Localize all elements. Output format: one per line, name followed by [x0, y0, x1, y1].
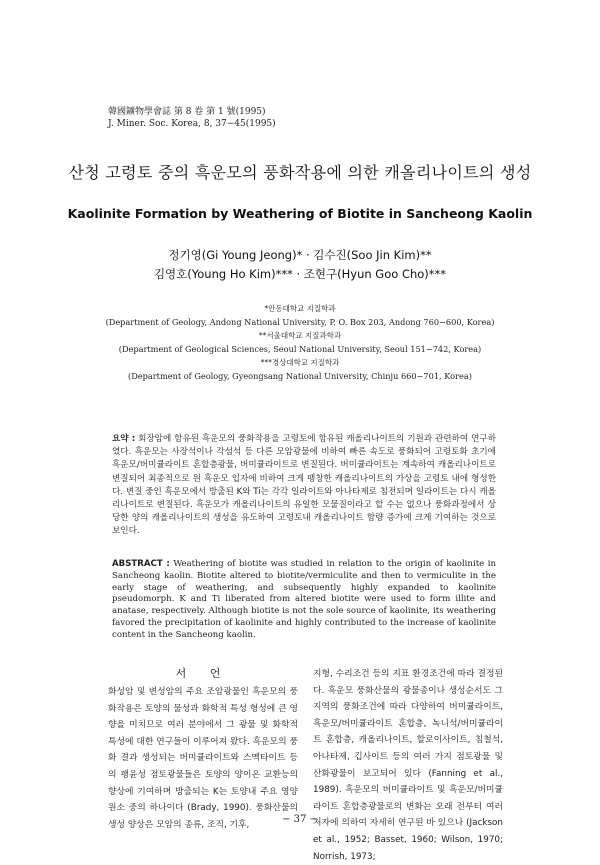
paper-title-english: Kaolinite Formation by Weathering of Biotite in Sancheong Kaolin: [67, 206, 533, 221]
journal-citation-ko: 韓國鑛物學會誌 第 8 卷 第 1 號(1995): [108, 107, 266, 117]
abstract-english-label: ABSTRACT :: [112, 559, 170, 569]
affiliations: [0, 303, 600, 382]
affiliation-tag-1: *안동대학교 지질학과: [264, 304, 336, 313]
section-heading-introduction: 서 언: [175, 667, 231, 680]
author-line-2: 김영호(Young Ho Kim)*** · 조현구(Hyun Goo Cho)***: [153, 267, 447, 281]
affiliation-address-1: (Department of Geology, Andong National University, P. O. Box 203, Andong 760−600, Korea): [105, 316, 495, 327]
affiliation-tag-2: **서울대학교 지질과학과: [258, 331, 342, 340]
journal-header: [108, 107, 276, 130]
abstract-korean-text: 회장암에 함유된 흑운모의 풍화작용을 고령토에 함유된 캐올리나이트의 기원과 관련하여 연구하였다. 흑운모는 사장석이나 각섬석 등 다른 모암광물에 비하여 빠른 속도로 풍화되어 고령토화 초기에 흑운모/버미큘라이트 혼합층광물, 버미큘라이트로 변질된다. 버미큘라이트는 계속하여 캐올리나이트로 변질되어 최종적으로 원 흑운모 입자에 비하여 크게 팽창한 캐올리나이트의 가상을 고령토 내에 형성한다. 변질 중인 흑운모에서 방출된 K와 Ti는 각각 일라이트와 아나타제로 침전되며 일라이트는 다시 캐올리나이트로 변질된다. 흑운모가 캐올리나이트의 유일한 모물질이라고 할 수는 없으나 풍화과정에서 상당한 양의 캐올리나이트의 생성을 유도하여 고령토내 캐올리나이트 함량 증가에 크게 기여하는 것으로 보인다.: [112, 434, 496, 537]
abstract-english: [112, 559, 496, 642]
abstract-english-text: Weathering of biotite was studied in relation to the origin of kaolinite in Sancheong kaolin. Biotite altered to biotite/vermiculite and then to vermiculite in the early stage of weathering, and subsequently highly expanded to kaolinite pseudomorph. K and Ti liberated from altered biotite were used to form illite and anatase, respectively. Although biotite is not the sole source of kaolinite, its weathering favored the precipitation of kaolinite and highly contributed to the increase of kaolinite content in the Sancheong kaolin.: [112, 559, 496, 640]
abstract-korean-label: 요약 :: [112, 434, 136, 444]
journal-citation-en: J. Miner. Soc. Korea, 8, 37−45(1995): [108, 118, 276, 129]
body-column-right: 지형, 수리조건 등의 지표 환경조건에 따라 결정된다. 흑운모 풍화산물의 광물종이나 생성순서도 그 지역의 풍화조건에 따라 다양하여 버미큘라이트, 흑운모/버미큘라이트 혼합층, 녹니석/버미큘라이트 혼합층, 캐올리나이트, 할로이사이트, 침철석, 아나타제, 깁사이트 등의 여러 가지 점토광물 및 산화광물이 보고되어 있다 (Fanning et al., 1989). 흑운모의 버미큘라이트 및 흑운모/버미큘라이트 혼합층광물로의 변화는 오래 전부터 여러 저자에 의하여 자세히 연구된 바 있으나 (Jackson et al., 1952; Basset, 1960; Wilson, 1970; Norrish, 1973;: [313, 669, 503, 862]
affiliation-address-2: (Department of Geological Sciences, Seoul National University, Seoul 151−742, Korea): [118, 343, 482, 354]
abstract-korean: [112, 433, 496, 539]
body-column-left: 화성암 및 변성암의 주요 조암광물인 흑운모의 풍화작용은 토양의 물성과 화학적 특성 형성에 큰 영향을 미치므로 여러 분야에서 그 광물 및 화학적 특성에 대한 연구들이 이루어져 왔다. 흑운모의 풍화 결과 생성되는 버미큘라이트와 스멕타이트 등의 팽윤성 점토광물들은 토양의 양이온 교환능의 향상에 기여하며 방출되는 K는 토양내 주요 영양원소 중의 하나이다 (Brady, 1990). 풍화산물의 생성 양상은 모암의 종류, 조직, 기후,: [108, 687, 298, 830]
page-number: − 37 −: [282, 814, 318, 825]
paper-title-korean: 산청 고령토 중의 흑운모의 풍화작용에 의한 캐올리나이트의 생성: [68, 163, 532, 182]
author-line-1: 정기영(Gi Young Jeong)* · 김수진(Soo Jin Kim)**: [168, 248, 432, 262]
author-list: [0, 246, 600, 284]
affiliation-address-3: (Department of Geology, Gyeongsang National University, Chinju 660−701, Korea): [128, 370, 472, 381]
affiliation-tag-3: ***경상대학교 지질학과: [260, 358, 340, 367]
